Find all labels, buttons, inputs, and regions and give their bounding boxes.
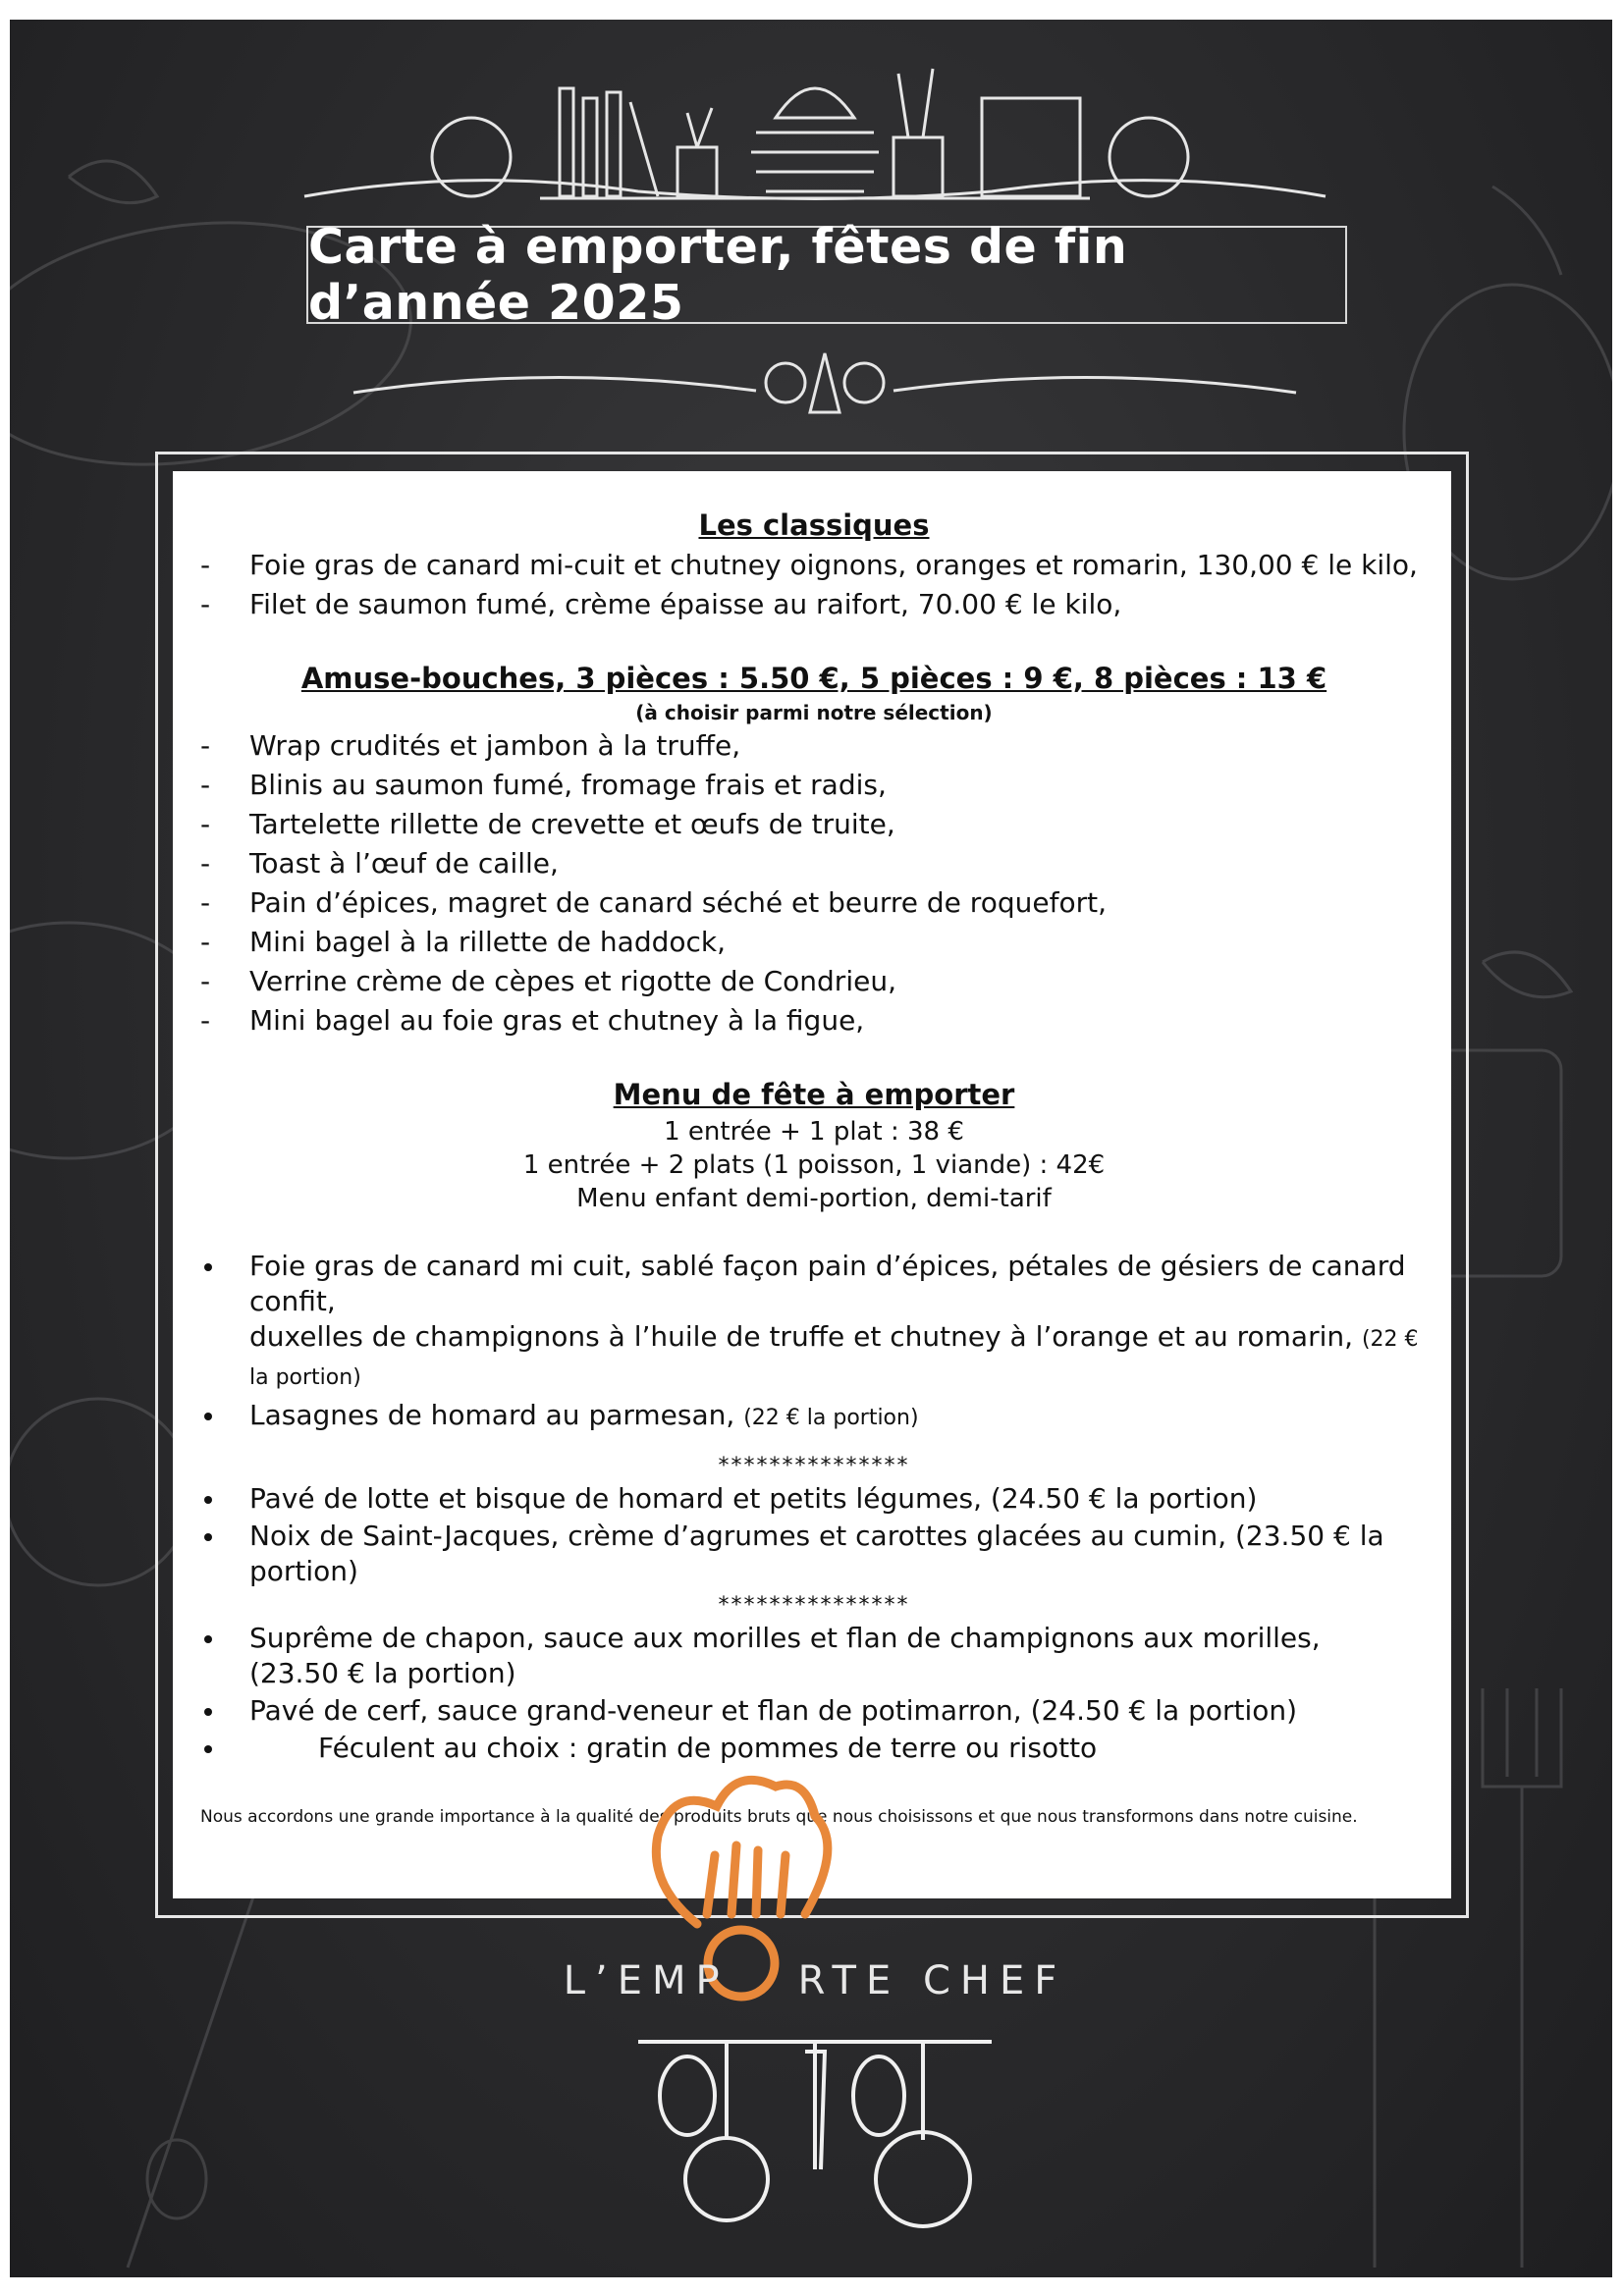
list-item: - Blinis au saumon fumé, fromage frais et radis, [200, 769, 887, 801]
bullet-icon [204, 1635, 212, 1643]
list-item: - Toast à l’œuf de caille, [200, 847, 559, 880]
separator: *************** [718, 1454, 910, 1478]
bullet-icon [204, 1708, 212, 1716]
menu-content [200, 505, 1428, 1829]
bullet-icon [204, 1533, 212, 1541]
bullet-icon [204, 1745, 212, 1753]
list-item: - Foie gras de canard mi-cuit et chutney oignons, oranges et romarin, 130,00 € le kilo, [200, 549, 1418, 581]
title-box [306, 219, 1347, 331]
amuse-note: (à choisir parmi notre sélection) [635, 701, 993, 724]
menu-page [10, 20, 1612, 2277]
footnote: Nous accordons une grande importance à la qualité des produits bruts que nous choisissons et que nous transformons dans notre cuisine. [200, 1807, 1358, 1827]
menu-price-line: Menu enfant demi-portion, demi-tarif [576, 1184, 1052, 1213]
list-item: Noix de Saint-Jacques, crème d’agrumes et carottes glacées au cumin, (23.50 € la portion) [200, 1519, 1428, 1589]
entrees-list [200, 1249, 1428, 1436]
menu-card [173, 471, 1451, 1898]
utensils-illustration [628, 2022, 1001, 2238]
separator: *************** [718, 1593, 910, 1618]
list-item: - Mini bagel à la rillette de haddock, [200, 926, 727, 958]
list-item: Suprême de chapon, sauce aux morilles et flan de champignons aux morilles, (23.50 € la portion) [200, 1621, 1428, 1691]
brand-name: L’EMP RTE CHEF [563, 1958, 1067, 2003]
bullet-icon [204, 1413, 212, 1420]
list-item: - Pain d’épices, magret de canard séché et beurre de roquefort, [200, 886, 1107, 919]
list-item: - Tartelette rillette de crevette et œufs de truite, [200, 808, 895, 840]
amuse-heading: Amuse-bouches, 3 pièces : 5.50 €, 5 pièces : 9 €, 8 pièces : 13 € [300, 662, 1327, 695]
list-item: Foie gras de canard mi cuit, sablé façon pain d’épices, pétales de gésiers de canard confit, duxelles de champignons à l’huile de truffe et chutney à l’orange et au romarin, (22 € la portion) [200, 1249, 1428, 1396]
poissons-list [200, 1481, 1428, 1589]
list-item: - Wrap crudités et jambon à la truffe, [200, 729, 741, 762]
bullet-icon [204, 1263, 212, 1271]
list-item: Féculent au choix : gratin de pommes de terre ou risotto [200, 1731, 1428, 1766]
viandes-list [200, 1621, 1428, 1766]
list-item: Lasagnes de homard au parmesan, (22 € la portion) [200, 1398, 1428, 1436]
menu-price-line: 1 entrée + 1 plat : 38 € [664, 1117, 964, 1147]
bullet-icon [204, 1496, 212, 1504]
menu-heading: Menu de fête à emporter [613, 1078, 1015, 1111]
classiques-heading: Les classiques [698, 508, 930, 542]
list-item: Pavé de lotte et bisque de homard et petits légumes, (24.50 € la portion) [200, 1481, 1428, 1517]
page-title: Carte à emporter, fêtes de fin d’année 2025 [308, 219, 1128, 331]
amuse-list [200, 726, 1428, 1041]
list-item: Pavé de cerf, sauce grand-veneur et flan de potimarron, (24.50 € la portion) [200, 1693, 1428, 1729]
list-item: - Filet de saumon fumé, crème épaisse au raifort, 70.00 € le kilo, [200, 588, 1122, 620]
list-item: - Mini bagel au foie gras et chutney à la figue, [200, 1004, 865, 1037]
list-item: - Verrine crème de cèpes et rigotte de Condrieu, [200, 965, 896, 997]
menu-price-line: 1 entrée + 2 plats (1 poisson, 1 viande) : 42€ [522, 1150, 1106, 1180]
classiques-list [200, 546, 1428, 624]
